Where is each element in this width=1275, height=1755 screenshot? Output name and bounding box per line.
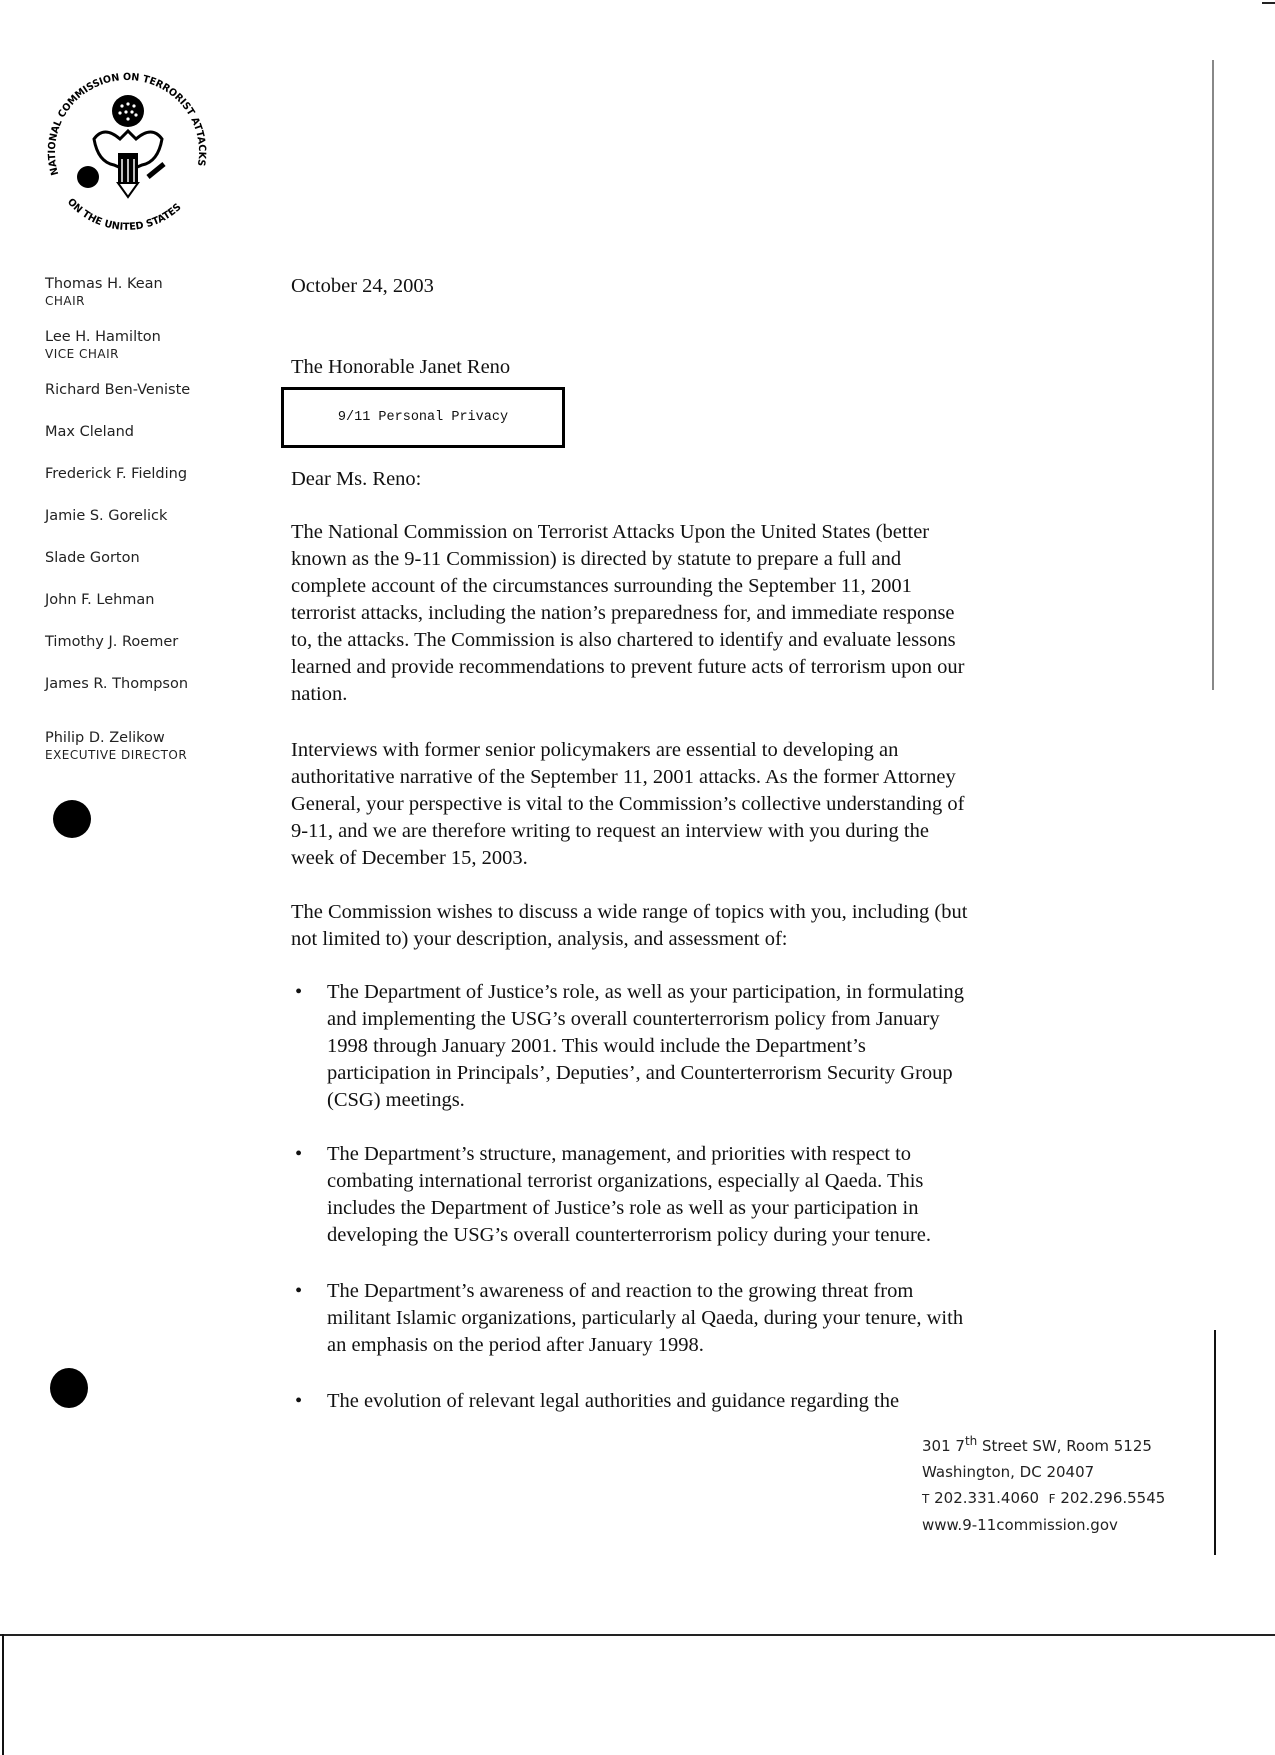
member-ben-veniste: Richard Ben-Veniste bbox=[45, 382, 191, 398]
address-phone-fax: T 202.331.4060 F 202.296.5545 bbox=[922, 1489, 1166, 1507]
address-website: www.9-11commission.gov bbox=[922, 1516, 1118, 1534]
redaction-box: 9/11 Personal Privacy bbox=[281, 387, 565, 448]
letter-salutation: Dear Ms. Reno: bbox=[291, 468, 422, 490]
member-fielding: Frederick F. Fielding bbox=[45, 466, 188, 482]
scan-corner-mark bbox=[1262, 2, 1275, 4]
member-thompson: James R. Thompson bbox=[45, 676, 189, 692]
member-kean: Thomas H. Kean CHAIR bbox=[45, 276, 163, 308]
member-roemer: Timothy J. Roemer bbox=[45, 634, 179, 650]
member-hamilton: Lee H. Hamilton VICE CHAIR bbox=[45, 329, 161, 361]
letter-recipient: The Honorable Janet Reno bbox=[291, 356, 511, 378]
bullet-item-3: • The Department’s awareness of and reaction to the growing threat from militant Islamic organizations, particularly al Qaeda, during your tenure, with an emphasis on the period after January 1998. bbox=[295, 1280, 964, 1356]
seal-text-bottom: ON THE UNITED STATES bbox=[64, 196, 184, 233]
scan-page-edge bbox=[2, 1634, 4, 1755]
bullet-mark: • bbox=[295, 981, 303, 1003]
member-gorton: Slade Gorton bbox=[45, 550, 140, 566]
letter-date: October 24, 2003 bbox=[291, 275, 434, 297]
address-city: Washington, DC 20407 bbox=[922, 1463, 1095, 1481]
scan-edge-line bbox=[1214, 1330, 1216, 1555]
member-cleland: Max Cleland bbox=[45, 424, 134, 440]
bullet-mark: • bbox=[295, 1280, 303, 1302]
commission-members-list bbox=[45, 275, 245, 782]
paragraph-3: The Commission wishes to discuss a wide range of topics with you, including (but not limited to) your description, analysis, and assessment of: bbox=[291, 901, 968, 950]
bullet-mark: • bbox=[295, 1390, 303, 1412]
address-street: 301 7th Street SW, Room 5125 bbox=[922, 1434, 1152, 1455]
punch-hole-mark bbox=[50, 1368, 88, 1408]
seal-text-top: NATIONAL COMMISSION ON TERRORIST ATTACKS bbox=[46, 72, 208, 177]
member-lehman: John F. Lehman bbox=[45, 592, 155, 608]
bullet-mark: • bbox=[295, 1143, 303, 1165]
svg-text:ON THE UNITED STATES bbox=[65, 197, 184, 233]
punch-hole-mark bbox=[53, 800, 91, 838]
scan-page-edge bbox=[0, 1634, 1275, 1636]
member-gorelick: Jamie S. Gorelick bbox=[45, 508, 168, 524]
bullet-item-1: • The Department of Justice’s role, as well as your participation, in formulating and implementing the USG’s overall counterterrorism policy from January 1998 through January 2001. This would include the Department’s participation in Principals’, Deputies’, and Counterterrorism Security Group (CSG) meetings. bbox=[295, 981, 965, 1111]
paragraph-2: Interviews with former senior policymakers are essential to developing an authoritative narrative of the September 11, 2001 attacks. As the former Attorney General, your perspective is vital to the Commission’s collective understanding of 9-11, and we are therefore writing to request an interview with you during the week of December 15, 2003. bbox=[291, 739, 965, 869]
member-zelikow: Philip D. Zelikow EXECUTIVE DIRECTOR bbox=[45, 730, 188, 762]
bullet-item-4: • The evolution of relevant legal authorities and guidance regarding the bbox=[291, 1388, 1221, 1415]
scan-edge-line bbox=[1212, 60, 1214, 690]
bullet-item-2: • The Department’s structure, management, and priorities with respect to combating international terrorist organizations, especially al Qaeda. This includes the Department of Justice’s role as well as your participation in developing the USG’s overall counterterrorism policy during your tenure. bbox=[295, 1143, 932, 1246]
commission-address bbox=[922, 1428, 1165, 1538]
commission-seal-logo bbox=[42, 67, 212, 237]
letter-body bbox=[291, 273, 1221, 1415]
paragraph-1: The National Commission on Terrorist Attacks Upon the United States (better known as the 9-11 Commission) is directed by statute to prepare a full and complete account of the circumstances surrounding the September 11, 2001 terrorist attacks, including the nation’s preparedness for, and immediate response to, the attacks. The Commission is also chartered to identify and evaluate lessons learned and provide recommendations to prevent future acts of terrorism upon our nation. bbox=[291, 521, 965, 705]
